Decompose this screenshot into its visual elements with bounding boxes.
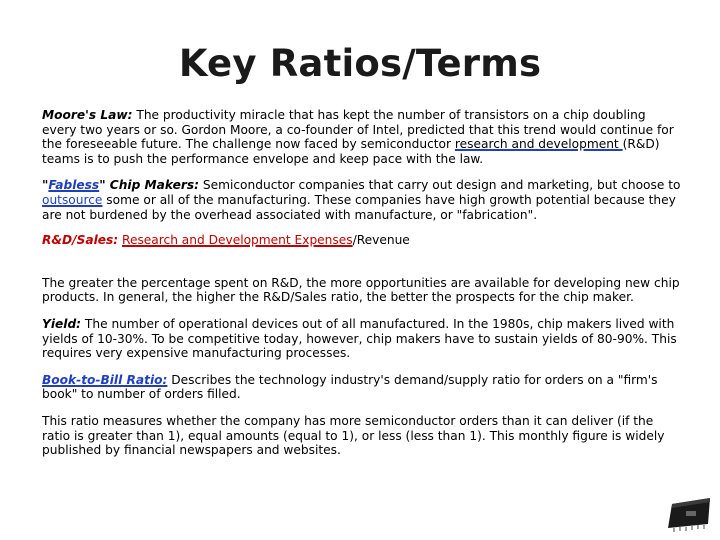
slide-title: Key Ratios/Terms bbox=[178, 42, 542, 85]
rd-sales-term: R&D/Sales: bbox=[42, 233, 119, 248]
fabless-paragraph bbox=[42, 178, 682, 222]
fabless-text-2: some or all of the manufacturing. These companies have high growth potential because they are not burdened by the overhead associated with manufacture, or "fabrication". bbox=[42, 192, 676, 222]
rd-sales-paragraph bbox=[42, 233, 682, 248]
moores-law-paragraph bbox=[42, 108, 682, 166]
moores-law-text-1: The productivity miracle that has kept the number of transistors on a chip doubling every two years or so. Gordon Moore, a co-founder of Intel, predicted that this trend would continue for the foreseeable future. The challenge now faced by semiconductor bbox=[42, 108, 674, 152]
fabless-quote-open: " bbox=[42, 178, 49, 193]
fabless-term-rest: " Chip Makers: bbox=[99, 178, 199, 193]
research-and-development-link[interactable]: research and development bbox=[454, 137, 623, 152]
yield-paragraph bbox=[42, 317, 682, 361]
fabless-text-1: Semiconductor companies that carry out design and marketing, but choose to bbox=[198, 178, 681, 193]
book-to-bill-paragraph bbox=[42, 373, 682, 402]
moores-law-term: Moore's Law: bbox=[42, 108, 133, 122]
slide-content bbox=[42, 108, 682, 458]
fabless-term-link[interactable]: Fabless bbox=[48, 178, 100, 193]
rd-sales-tail: /Revenue bbox=[352, 233, 410, 248]
book-to-bill-text: Describes the technology industry's demand/supply ratio for orders on a "firm's book" to number of orders filled. bbox=[42, 372, 658, 402]
book-to-bill-description: This ratio measures whether the company has more semiconductor orders than it can deliver (if the ratio is greater than 1), equal amounts (equal to 1), or less (less than 1). This monthly figure is widely published by financial newspapers and websites. bbox=[42, 413, 665, 458]
book-to-bill-term-link[interactable]: Book-to-Bill Ratio: bbox=[42, 372, 168, 387]
chip-icon bbox=[664, 494, 714, 534]
rd-sales-description: The greater the percentage spent on R&D, the more opportunities are available for developing new chip products. In general, the higher the R&D/Sales ratio, the better the prospects for the chip maker. bbox=[42, 275, 680, 305]
yield-text: The number of operational devices out of all manufactured. In the 1980s, chip makers lived with yields of 10-30%. To be competitive today, however, chip makers have to sustain yields of 80-90%. This requires very expensive manufacturing processes. bbox=[42, 316, 677, 361]
rd-expenses-link[interactable]: Research and Development Expenses bbox=[122, 233, 353, 248]
outsource-link[interactable]: outsource bbox=[42, 192, 103, 207]
moores-law-text-2: (R&D) teams is to push the performance envelope and keep pace with the law. bbox=[42, 137, 660, 166]
yield-term: Yield: bbox=[42, 316, 82, 331]
